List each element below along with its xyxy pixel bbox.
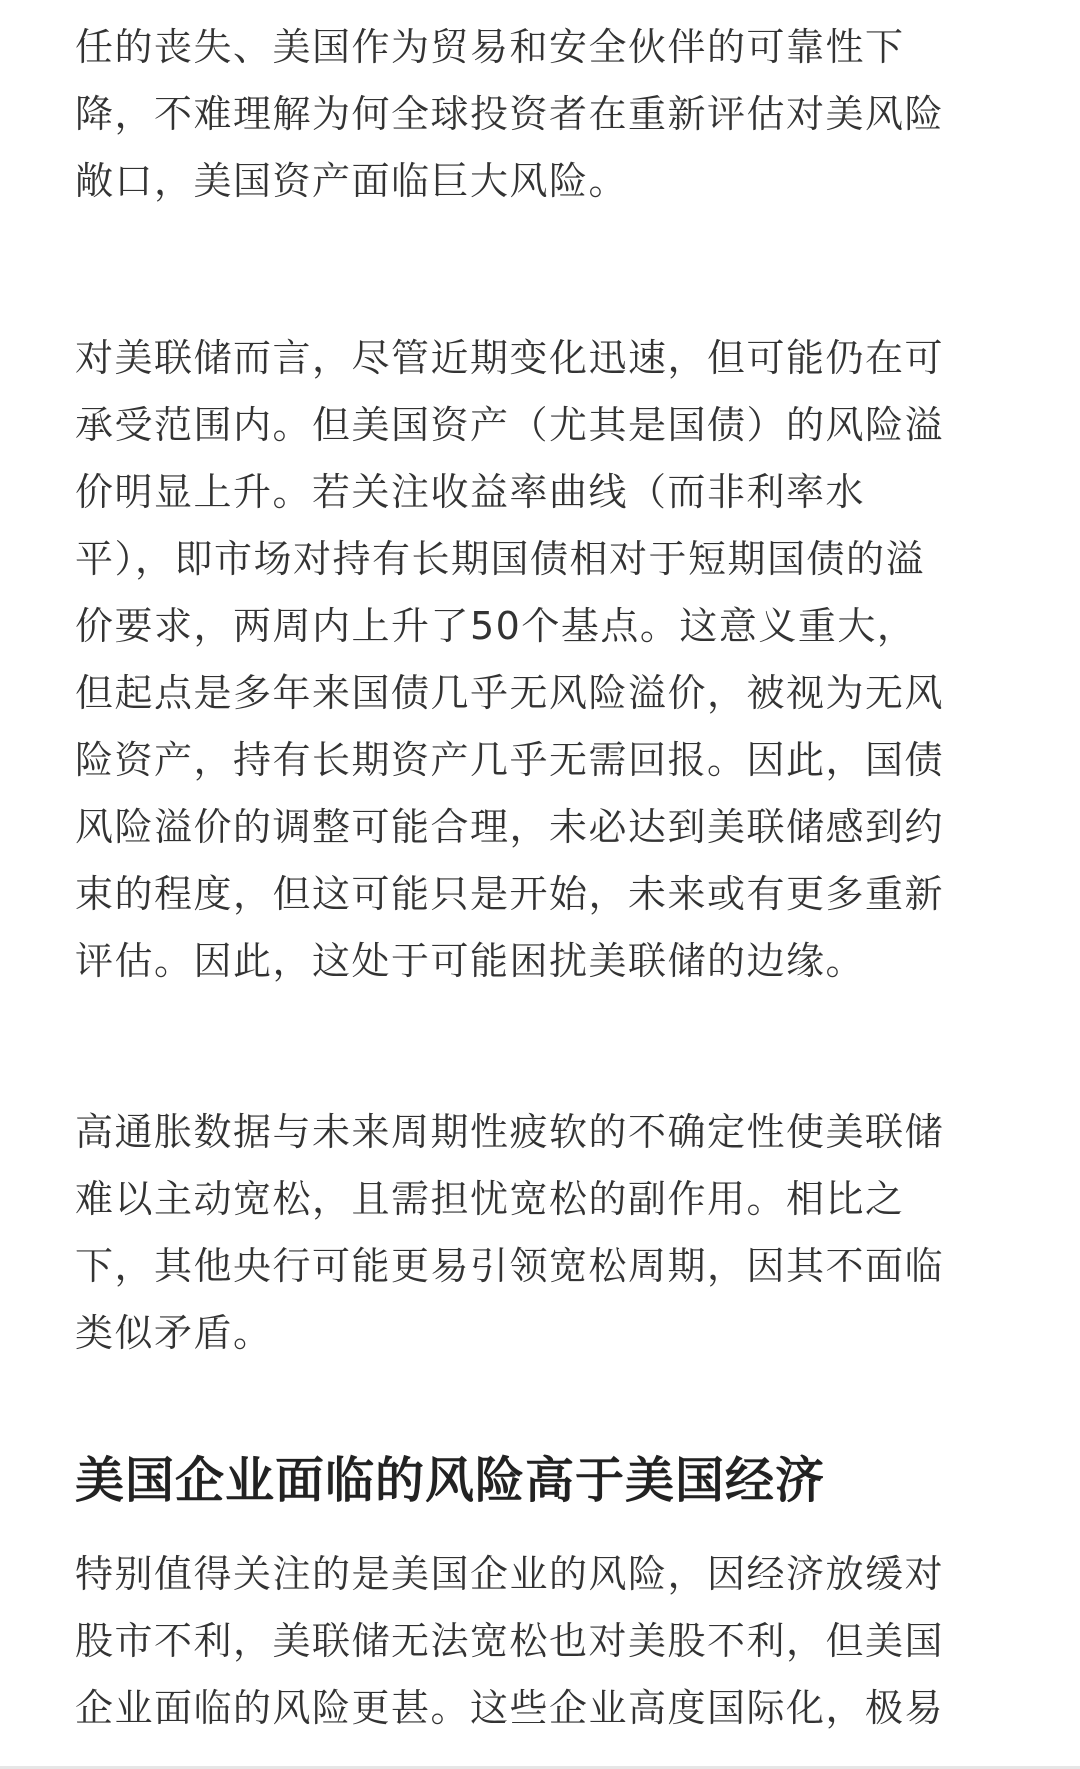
- text-line: 价要求，两周内上升了50个基点。这意义重大，: [75, 604, 917, 648]
- text-line: 评估。因此，这处于可能困扰美联储的边缘。: [75, 939, 866, 983]
- paragraph-asset-risk: [75, 14, 944, 215]
- text-line: 风险溢价的调整可能合理，未必达到美联储感到约: [75, 805, 945, 849]
- text-line: 敞口，美国资产面临巨大风险。: [75, 159, 629, 203]
- section-heading: 美国企业面临的风险高于美国经济: [75, 1452, 826, 1509]
- text-line: 高通胀数据与未来周期性疲软的不确定性使美联储: [75, 1110, 945, 1154]
- text-line: 类似矛盾。: [75, 1311, 273, 1355]
- text-line: 价明显上升。若关注收益率曲线（而非利率水: [75, 470, 866, 514]
- text-line: 任的丧失、美国作为贸易和安全伙伴的可靠性下: [75, 25, 905, 69]
- text-line: 平），即市场对持有长期国债相对于短期国债的溢: [75, 537, 926, 581]
- text-line: 承受范围内。但美国资产（尤其是国债）的风险溢: [75, 403, 945, 447]
- text-line: 险资产，持有长期资产几乎无需回报。因此，国债: [75, 738, 945, 782]
- text-line: 难以主动宽松，且需担忧宽松的副作用。相比之: [75, 1177, 905, 1221]
- text-line: 特别值得关注的是美国企业的风险，因经济放缓对: [75, 1552, 945, 1596]
- text-line: 但起点是多年来国债几乎无风险溢价，被视为无风: [75, 671, 945, 715]
- text-line: 下，其他央行可能更易引领宽松周期，因其不面临: [75, 1244, 945, 1288]
- text-line: 对美联储而言，尽管近期变化迅速，但可能仍在可: [75, 336, 945, 380]
- paragraph-inflation-easing: [75, 1099, 944, 1367]
- paragraph-corporate-risk: [75, 1541, 944, 1742]
- text-line: 降，不难理解为何全球投资者在重新评估对美风险: [75, 92, 945, 136]
- text-line: 企业面临的风险更甚。这些企业高度国际化，极易: [75, 1686, 945, 1730]
- paragraph-fed-treasury-premium: [75, 325, 944, 995]
- text-line: 股市不利，美联储无法宽松也对美股不利，但美国: [75, 1619, 945, 1663]
- text-line: 束的程度，但这可能只是开始，未来或有更多重新: [75, 872, 945, 916]
